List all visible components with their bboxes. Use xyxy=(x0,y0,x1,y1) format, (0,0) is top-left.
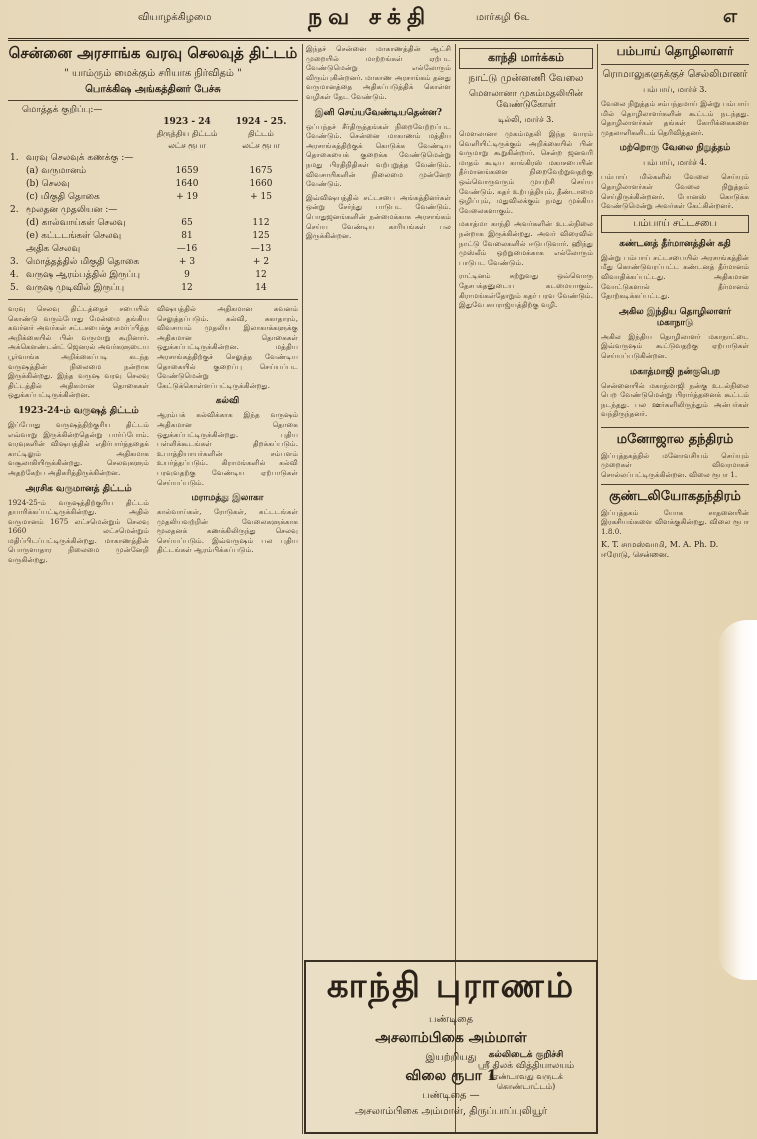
budget-quote: " யாம்ரும் மைக்கும் சரியாக நிர்விதம் " xyxy=(64,68,242,79)
ad-book-title: காந்தி புராணம் xyxy=(326,966,576,1006)
paragraph: மௌலானா முகம்மதலி இந்த வாரம் வெளியிட்டிருக்கும் அறிக்கையில் பின் வருமாறு கூறுகின்றார். சென்ற ஜனவரி மாதம் கூடிய காங்கிரஸ் மகாசபையின் தீர்மானங்களை நிறைவேற்றுவதற்கு ஒவ்வொருவரும் முயற்சி செய்ய வேண்டும். கதர் உற்பத்தியும், தீண்டாமை ஒழிப்பும், மதுவிலக்கும் நமது முக்கிய வேலைகளாகும். xyxy=(459,129,593,215)
table-row: (b) செலவு 1640 1660 xyxy=(26,179,273,189)
table-row: 4. வருஷ ஆரம்பத்தில் இருப்பு 9 12 xyxy=(10,270,267,280)
divider xyxy=(8,100,298,101)
masthead-day: வியாழக்கிழமை xyxy=(138,12,212,23)
gandhi-subhead2: மௌலானா முகம்மதலியின் வேண்டுகோள் xyxy=(468,89,584,110)
paragraph: இப்போது வருஷத்திற்குரிய திட்டம் எவ்வாறு இருக்கின்றதென்று பார்ப்போம். வரவுகளின் விஷயத்தில் எதிர்பார்த்ததைக் காட்டிலும் அதிகமாக வசூலாகியிருக்கின்றது. செலவுகளும் அதற்கேற்ப அதிகரித்திருக்கின்றன. xyxy=(8,419,149,477)
subheading: மகாத்மாஜி நன்குபெற xyxy=(629,366,721,377)
ad-author: K. T. சாமஸ்வாமி, M. A. Ph. D. xyxy=(601,540,719,550)
divider xyxy=(601,484,749,485)
paragraph: இன்று பம்பாய் சட்டசபையில் அரசாங்கத்தின் மீது கொண்டுவரப்பட்ட கண்டனத் தீர்மானம் விவாதிக்கப்பட்டது. அதிகமான வோட்டுகளால் தீர்மானம் தோற்கடிக்கப்பட்டது. xyxy=(601,252,749,301)
paper-damage xyxy=(717,620,757,980)
gandhi-headline: காந்தி மார்க்கம் xyxy=(459,48,593,69)
editorial-column xyxy=(306,44,451,949)
dateline: பம்பாய், மார்ச் 3. xyxy=(643,85,707,94)
page-number: எ xyxy=(722,6,737,27)
budget-body-left xyxy=(8,304,149,565)
paragraph: 1924-25-ம் வருஷத்திற்குரிய திட்டம் தயாரிக்கப்பட்டிருக்கின்றது. அதில் வருமானம் 1675 லட்சமென்றும் செலவு 1660 லட்சமென்றும் மதிப்பிடப்பட்டிருக்கின்றது. மாகாணத்தின் பொருளாதார நிலைமை முன்னேறி வருகின்றது. xyxy=(8,497,149,565)
subheading: இனி செய்யவேண்டியதென்ன? xyxy=(314,107,442,118)
ad-body: இப்புத்தகம் யோக சாதனையின் இரகசியங்களை விளக்குகின்றது. விலை ரூபா 1.8.0. xyxy=(601,507,749,536)
bombay-subhead: ரொமாலுகளுக்குச் செல்லிமானர் xyxy=(602,69,748,80)
table-row: 2. மூலதன முதலியன :— xyxy=(10,205,118,215)
table-row: (a) வருமானம் 1659 1675 xyxy=(26,166,273,176)
table-row: 3. மொத்தத்தில் மிகுதி தொகை + 3 + 2 xyxy=(10,257,270,267)
ad-title: குண்டலியோகதந்திரம் xyxy=(609,488,741,504)
year2-header: 1924 - 25. xyxy=(235,117,287,127)
gandhi-subhead: நாட்டு முன்னணி வேலை xyxy=(468,73,584,84)
newspaper-title: நவ சக்தி xyxy=(308,4,432,30)
unit-label: லட்ச ரூபா xyxy=(242,141,280,150)
paragraph: ஒப்பந்தச் சீர்திருத்தங்கள் நிறைவேற்றப்பட வேண்டும். சென்னை மாகாணம் மத்திய அரசாங்கத்திற்குக் கொடுக்க வேண்டிய தொகையைக் குறைக்க வேண்டுமென்று நமது பிரதிநிதிகள் வற்புறுத்த வேண்டும். விவசாயிகளின் நிலைமை முன்னேற வேண்டும். xyxy=(306,121,451,189)
ad-line: இயற்றியது xyxy=(425,1052,477,1063)
budget-speaker: பொக்கிஷ அங்கத்தினர் பேச்சு xyxy=(85,84,221,95)
subheading: மராமத்து இலாகா xyxy=(191,493,264,504)
paragraph: இந்தச் சென்னை மாகாணத்தின் ஆட்சி முறையில் மாற்றங்கள் ஏற்பட வேண்டுமென்று எல்லோரும் விரும்புகின்றனர். மாகாண அரசாங்கம் தனது வருமானத்தை அதிகப்படுத்திக் கொள்ள வழிகள் தேட வேண்டும். xyxy=(306,44,451,101)
budget-article xyxy=(8,44,298,1134)
table-row: (d) கால்வாய்கள் செலவு 65 112 xyxy=(26,218,270,228)
ad-title: மனோஜால தந்திரம் xyxy=(616,431,734,447)
divider xyxy=(8,299,298,300)
divider xyxy=(601,427,749,428)
year2-subheader: திட்டம் xyxy=(248,129,274,138)
table-row: (c) மிகுதி தொகை + 19 + 15 xyxy=(26,192,272,202)
paragraph: மகாத்மா காந்தி அவர்களின் உடல்நிலை நன்றாக இருக்கின்றது. அவர் விரைவில் நாட்டு வேலைகளில் ஈடுபடுவார். ஹிந்து முஸ்லீம் ஒற்றுமைக்காக எல்லோரும் பாடுபட வேண்டும். xyxy=(459,219,593,267)
table-row: 5. வருஷ முடிவில் இருப்பு 12 14 xyxy=(10,283,267,293)
subheading: கல்வி xyxy=(215,396,240,407)
divider xyxy=(601,64,749,65)
paragraph: கால்வாய்கள், ரோடுகள், கட்டடங்கள் முதலியவற்றின் வேலைகளுக்காக மூலதனக் கணக்கிலிருந்து செலவு செய்யப்படும். இவ்வருஷம் பல புதிய திட்டங்கள் ஆரம்பிக்கப்படும். xyxy=(157,507,298,555)
masthead xyxy=(8,4,749,41)
budget-headline: சென்னை அரசாங்க வரவு செலவுத் திட்டம் xyxy=(8,44,298,62)
school-place: கல்லிடைக் குறிச்சி xyxy=(488,1050,564,1060)
ad-author-name: அசலாம்பிகை அம்மாள் xyxy=(375,1030,527,1046)
masthead-date: மார்கழி 6௳ xyxy=(476,12,530,23)
table-caption: மொத்தக் குறிப்பு:— xyxy=(22,105,103,115)
paragraph: விஷயத்தில் அதிகமான கவனம் செலுத்தப்படும். கல்வி, சுகாதாரம், விவசாயம் முதலிய இலாகாக்களுக்கு அதிகமான தொகைகள் ஒதுக்கப்பட்டிருக்கின்றன. மத்திய அரசாங்கத்திற்குச் செலுத்த வேண்டிய தொகையில் குறைப்பு செய்யப்பட வேண்டுமென்று கேட்டுக்கொள்ளப்பட்டிருக்கின்றது. xyxy=(157,304,298,390)
paragraph: வரவு செலவு திட்டத்தைச் சபையில் கொண்டு வரும்போது மேன்மை தங்கிய கவர்னர் அவர்கள் சட்டசபைக்கு சமர்ப்பித்த அறிக்கையில் பின் வருமாறு கூறினார். அக்கௌண்டன்ட் ஜெனரல் அவர்களுடைய பூர்வாங்க அறிக்கைப்படி கடந்த வருஷத்தின் நிலைமை நன்றாக இருக்கின்றது. இந்த வருஷ வரவு செலவு திட்டத்தில் அதிகமான தொகைகள் ஒதுக்கப்பட்டிருக்கின்றன. xyxy=(8,304,149,400)
column-rule xyxy=(302,44,303,1134)
gandhi-article xyxy=(459,44,593,949)
dateline: பம்பாய், மார்ச் 4. xyxy=(643,158,707,168)
budget-body-columns xyxy=(8,304,298,565)
subheading: கண்டனத் தீர்மானத்தின் கதி xyxy=(619,238,731,249)
table-row: 1. வரவு செலவுக் கணக்கு :— xyxy=(10,153,134,163)
school-name: ஸ்ரீ திலக் வித்தியாலயம் xyxy=(477,1061,575,1071)
book-advertisement xyxy=(304,960,598,1134)
paragraph: ராட்டினம் சுற்றுவது ஒவ்வொரு தேசபக்தனுடைய கடமையாகும். கிராமங்கள்தோறும் கதர் பரவ வேண்டும். இதுவே சுயராஜ்யத்திற்கு வழி. xyxy=(459,271,593,310)
bombay-council-box: பம்பாய் சட்டசபை xyxy=(601,215,749,233)
ad-line: பண்டிதை — xyxy=(422,1090,480,1101)
dateline: டில்லி, மார்ச் 3. xyxy=(498,115,554,124)
paragraph: அகில இந்திய தொழிலாளர் மகாநாட்டை இவ்வருஷம் கூட்டுவதற்கு ஏற்பாடுகள் செய்யப்படுகின்றன. xyxy=(601,331,749,360)
subheading: மற்றொரு வேலை நிறுத்தம் xyxy=(619,143,731,154)
ad-line: பண்டிதை xyxy=(428,1014,474,1025)
ad-price: விலை ரூபா 1 xyxy=(405,1068,497,1084)
subheading: அரசிக வருமானத் திட்டம் xyxy=(25,483,132,494)
paragraph: பம்பாய் மில்களில் வேலை செய்யும் தொழிலாளர்கள் வேலை நிறுத்தம் செய்திருக்கின்றனர். போனஸ் கொடுக்க வேண்டுமென்று அவர்கள் கேட்கின்றனர். xyxy=(601,172,749,211)
paragraph: ஆரம்பக் கல்விக்காக இந்த வருஷம் அதிகமான தொகை ஒதுக்கப்பட்டிருக்கின்றது. புதிய பள்ளிக்கூடங்கள் திறக்கப்படும். உபாத்தியாயர்களின் சம்பளம் உயர்த்தப்படும். கிராமங்களில் கல்வி பரவுவதற்கு வேண்டிய ஏற்பாடுகள் செய்யப்படும். xyxy=(157,410,298,487)
paragraph: இவ்விஷயத்தில் சட்டசபை அங்கத்தினர்கள் ஒன்று சேர்ந்து பாடுபட வேண்டும். பொதுஜனங்களின் நன்மைக்காக அரசாங்கம் செய்ய வேண்டிய காரியங்கள் பல இருக்கின்றன. xyxy=(306,192,451,241)
subheading: அகில இந்திய தொழிலாளர் மகாநாடு xyxy=(618,306,732,328)
year1-subheader: திருத்திய திட்டம் xyxy=(156,129,218,138)
table-header-row xyxy=(8,116,298,128)
ad-place: ஈரோடு, சென்னை. xyxy=(601,550,670,560)
subheading: 1923-24-ம் வருஷத் திட்டம் xyxy=(18,405,139,416)
year1-header: 1923 - 24 xyxy=(163,117,211,127)
table-subheader-row xyxy=(8,128,298,140)
budget-body-right xyxy=(157,304,298,565)
ad-address: அசலாம்பிகை அம்மாள், திருப்பாப்புலியூர் xyxy=(355,1106,547,1117)
table-unit-row xyxy=(8,140,298,152)
paragraph: சென்னையில் மகாத்மாஜி நன்கு உடல்நிலை பெற வேண்டுமென்று பிரார்த்தனைக் கூட்டம் நடந்தது. பல ஊர்களிலிருந்தும் அன்பர்கள் வந்திருந்தனர். xyxy=(601,380,749,419)
bombay-headline: பம்பாய் தொழிலாளர் xyxy=(616,44,734,58)
table-row: அதிக செலவு —16 —13 xyxy=(26,244,272,254)
unit-label: லட்ச ரூபா xyxy=(168,141,206,150)
ad-body: இப்புத்தகத்தில் மனோவசியம் செய்யும் முறைகள் விவரமாகச் சொல்லப்பட்டிருக்கின்றன. விலை ரூபா 1. xyxy=(601,450,749,480)
paragraph: வேலை நிறுத்தம் சம்பந்தமாய் இன்று பம்பாய் மில் தொழிலாளர்களின் கூட்டம் நடந்தது. தொழிலாளர்கள் தங்கள் கோரிக்கைகளை முதலாளிகளிடம் தெரிவித்தனர். xyxy=(601,99,749,137)
budget-table xyxy=(8,116,298,295)
school-event: (ஏண்டாவது வருடக் கொண்டாட்டம்) xyxy=(489,1072,563,1091)
table-row: (e) கட்டடங்கள் செலவு 81 125 xyxy=(26,231,270,241)
